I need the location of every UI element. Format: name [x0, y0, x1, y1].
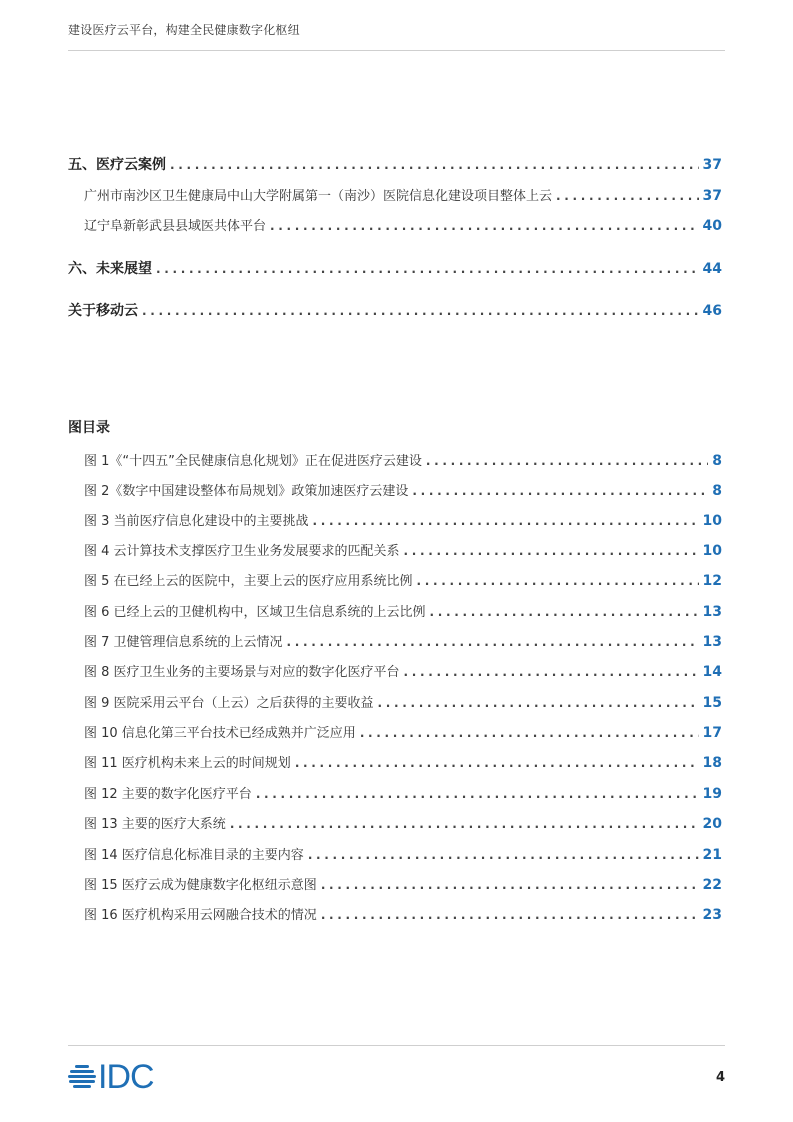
figure-entry-page: 22 [702, 877, 722, 893]
figure-entry-page: 21 [702, 847, 722, 863]
figure-entry[interactable] [84, 631, 722, 650]
figure-entry-page: 10 [702, 513, 722, 529]
figure-entry-label: 图 12 主要的数字化医疗平台 [84, 787, 252, 802]
figure-entry-page: 13 [702, 604, 722, 620]
leader-dots [556, 189, 699, 203]
toc-entry[interactable] [68, 300, 722, 320]
figure-entry-label: 图 10 信息化第三平台技术已经成熟并广泛应用 [84, 726, 356, 741]
figure-entry-label: 图 14 医疗信息化标准目录的主要内容 [84, 848, 304, 863]
figure-entry-label: 图 5 在已经上云的医院中，主要上云的医疗应用系统比例 [84, 574, 413, 589]
figure-entry[interactable] [84, 813, 722, 832]
leader-dots [417, 574, 699, 588]
figure-entry[interactable] [84, 844, 722, 863]
toc-entry-label: 辽宁阜新彰武县县域医共体平台 [84, 219, 267, 234]
toc-entry-label: 广州市南沙区卫生健康局中山大学附属第一（南沙）医院信息化建设项目整体上云 [84, 189, 553, 204]
document-title: 建设医疗云平台，构建全民健康数字化枢纽 [68, 23, 300, 37]
toc-entry[interactable] [84, 185, 722, 204]
leader-dots [360, 726, 699, 740]
figure-entry-label: 图 13 主要的医疗大系统 [84, 817, 226, 832]
figure-entry[interactable] [84, 692, 722, 711]
figure-entry-label: 图 8 医疗卫生业务的主要场景与对应的数字化医疗平台 [84, 665, 400, 680]
toc-entry-label: 五、医疗云案例 [68, 157, 166, 173]
leader-dots [170, 158, 699, 172]
figure-entry-page: 17 [702, 725, 722, 741]
toc-entry-page: 44 [702, 261, 722, 277]
figure-entry[interactable] [84, 752, 722, 771]
figure-entry-page: 15 [702, 695, 722, 711]
globe-icon [68, 1063, 96, 1091]
logo-wordmark: IDC [98, 1058, 154, 1096]
figure-entry-label: 图 2《数字中国建设整体布局规划》政策加速医疗云建设 [84, 484, 409, 499]
figure-entry-label: 图 7 卫健管理信息系统的上云情况 [84, 635, 283, 650]
leader-dots [256, 787, 699, 801]
figures-section-title: 图目录 [68, 420, 110, 436]
toc-entry[interactable] [68, 154, 722, 174]
figure-entry-page: 20 [702, 816, 722, 832]
figure-entry[interactable] [84, 570, 722, 589]
figure-entry-label: 图 16 医疗机构采用云网融合技术的情况 [84, 908, 317, 923]
figure-entry-label: 图 11 医疗机构未来上云的时间规划 [84, 756, 291, 771]
leader-dots [321, 908, 699, 922]
figure-entry-page: 8 [712, 483, 722, 499]
toc-entry-label: 关于移动云 [68, 303, 138, 319]
figure-entry-label: 图 15 医疗云成为健康数字化枢纽示意图 [84, 878, 317, 893]
figure-entry-page: 10 [702, 543, 722, 559]
leader-dots [404, 665, 699, 679]
leader-dots [313, 514, 699, 528]
leader-dots [412, 484, 708, 498]
figure-entry-page: 18 [702, 755, 722, 771]
figure-entry[interactable] [84, 510, 722, 529]
toc-entry-page: 37 [702, 188, 722, 204]
figure-entry-page: 8 [712, 453, 722, 469]
figure-entry-page: 14 [702, 664, 722, 680]
figure-entry-label: 图 4 云计算技术支撑医疗卫生业务发展要求的匹配关系 [84, 544, 400, 559]
figure-entry[interactable] [84, 480, 722, 499]
toc-entry[interactable] [84, 215, 722, 234]
header-divider [68, 50, 725, 51]
figure-entry[interactable] [84, 540, 722, 559]
figure-entry[interactable] [84, 874, 722, 893]
figure-entry[interactable] [84, 783, 722, 802]
page-number: 4 [716, 1070, 726, 1085]
figure-entry[interactable] [84, 661, 722, 680]
figure-entry-page: 23 [702, 907, 722, 923]
figure-entry-label: 图 9 医院采用云平台（上云）之后获得的主要收益 [84, 696, 374, 711]
toc-entry-page: 40 [702, 218, 722, 234]
leader-dots [295, 756, 699, 770]
figure-entry[interactable] [84, 450, 722, 469]
figure-entry-page: 12 [702, 573, 722, 589]
figure-entry-label: 图 1《“十四五”全民健康信息化规划》正在促进医疗云建设 [84, 454, 422, 469]
toc-entry[interactable] [68, 258, 722, 278]
leader-dots [308, 848, 699, 862]
toc-entry-label: 六、未来展望 [68, 261, 152, 277]
figure-entry-label: 图 3 当前医疗信息化建设中的主要挑战 [84, 514, 309, 529]
figure-entry-label: 图 6 已经上云的卫健机构中，区域卫生信息系统的上云比例 [84, 605, 426, 620]
footer-divider [68, 1045, 725, 1046]
leader-dots [430, 605, 699, 619]
leader-dots [270, 219, 699, 233]
toc-entry-page: 37 [702, 157, 722, 173]
toc-entry-page: 46 [702, 303, 722, 319]
leader-dots [378, 696, 699, 710]
leader-dots [404, 544, 699, 558]
idc-logo [68, 1058, 154, 1096]
leader-dots [230, 817, 699, 831]
figure-entry-page: 19 [702, 786, 722, 802]
leader-dots [287, 635, 699, 649]
figure-entry-page: 13 [702, 634, 722, 650]
figure-entry[interactable] [84, 722, 722, 741]
leader-dots [321, 878, 699, 892]
figure-entry[interactable] [84, 601, 722, 620]
leader-dots [156, 262, 699, 276]
leader-dots [426, 454, 708, 468]
leader-dots [142, 304, 699, 318]
figure-entry[interactable] [84, 904, 722, 923]
